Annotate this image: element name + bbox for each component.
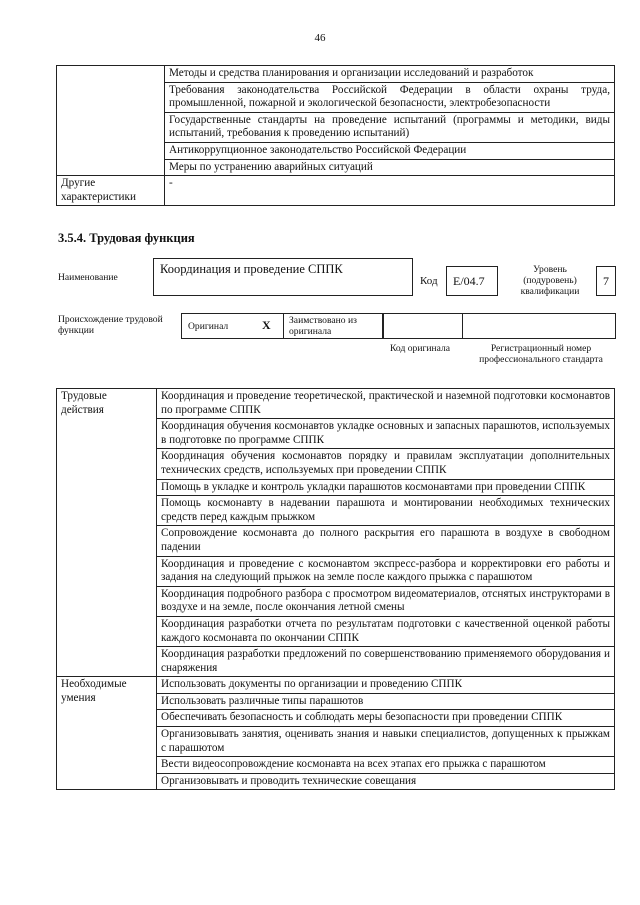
code-value: E/04.7: [453, 274, 485, 288]
table-row: [57, 389, 615, 419]
action-item: Координация разработки предложений по совершенствованию применяемого оборудования и снаряжения: [157, 647, 615, 677]
level-value: 7: [603, 274, 609, 288]
action-item: Координация и проведение теоретической, практической и наземной подготовки космонавтов по программе СППК: [157, 389, 615, 419]
table-row: [57, 66, 615, 83]
labor-function-table: [56, 388, 615, 790]
page-number: 46: [314, 32, 326, 44]
table-row: [57, 176, 615, 206]
action-item: Координация обучения космонавтов укладке основных и запасных парашютов, используемых в подготовке по программе СППК: [157, 419, 615, 449]
skill-item: Организовывать занятия, оценивать знания и навыки специалистов, допущенных к прыжкам с парашютом: [157, 727, 615, 757]
name-value: Координация и проведение СППК: [160, 262, 343, 276]
action-item: Координация разработки отчета по результатам подготовки с качественной оценкой работы каждого космонавта по окончании СППК: [157, 616, 615, 646]
action-item: Координация подробного разбора с просмотром видеоматериалов, отснятых инструкторами в воздухе и на земле, после окончания летной смены: [157, 586, 615, 616]
other-characteristics-value: -: [165, 176, 615, 206]
knowledge-item: Государственные стандарты на проведение испытаний (программы и методики, виды испытаний, требования к проведению испытаний): [165, 112, 615, 142]
original-mark: X: [262, 318, 271, 332]
knowledge-item: Методы и средства планирования и организации исследований и разработок: [165, 66, 615, 83]
other-characteristics-label: Другие характеристики: [57, 176, 165, 206]
action-item: Помощь в укладке и контроль укладки парашютов космонавтами при проведении СППК: [157, 479, 615, 496]
knowledge-table: [56, 65, 615, 206]
action-item: Координация и проведение с космонавтом экспресс-разбора и корректировки его работы и задания на следующий прыжок на земле после каждого прыжка с парашютом: [157, 556, 615, 586]
action-item: Координация обучения космонавтов порядку и правилам эксплуатации дополнительных технических средств, используемых при проведении СППК: [157, 449, 615, 479]
section-title: 3.5.4. Трудовая функция: [58, 231, 195, 245]
knowledge-item: Требования законодательства Российской Федерации в области охраны труда, промышленной, пожарной и экологической безопасности, электробезопасности: [165, 82, 615, 112]
level-label: Уровень (подуровень) квалификации: [520, 264, 580, 297]
action-item: Сопровождение космонавта до полного раскрытия его парашюта в воздухе в свободном падении: [157, 526, 615, 556]
knowledge-item: Меры по устранению аварийных ситуаций: [165, 159, 615, 176]
skill-item: Организовывать и проводить технические совещания: [157, 773, 615, 790]
original-label: Оригинал: [188, 321, 229, 332]
skill-item: Использовать различные типы парашютов: [157, 693, 615, 710]
table-row: [57, 677, 615, 694]
reg-number-label: Регистрационный номер профессионального стандарта: [479, 343, 603, 365]
borrowed-label: Заимствовано из оригинала: [289, 315, 357, 337]
origin-label: Происхождение трудовой функции: [58, 314, 163, 336]
skill-item: Обеспечивать безопасность и соблюдать меры безопасности при проведении СППК: [157, 710, 615, 727]
name-label: Наименование: [58, 272, 118, 283]
skills-label: Необходимые умения: [57, 677, 157, 790]
code-original-label: Код оригинала: [390, 343, 451, 354]
actions-label: Трудовые действия: [57, 389, 157, 677]
knowledge-item: Антикоррупционное законодательство Российской Федерации: [165, 142, 615, 159]
skill-item: Использовать документы по организации и проведению СППК: [157, 677, 615, 694]
code-label: Код: [420, 275, 438, 287]
skill-item: Вести видеосопровождение космонавта на всех этапах его прыжка с парашютом: [157, 757, 615, 774]
reg-number-box: [462, 313, 616, 339]
action-item: Помощь космонавту в надевании парашюта и монтировании необходимых технических средств перед каждым прыжком: [157, 496, 615, 526]
code-original-box: [383, 313, 463, 339]
label-cell: [57, 66, 165, 176]
